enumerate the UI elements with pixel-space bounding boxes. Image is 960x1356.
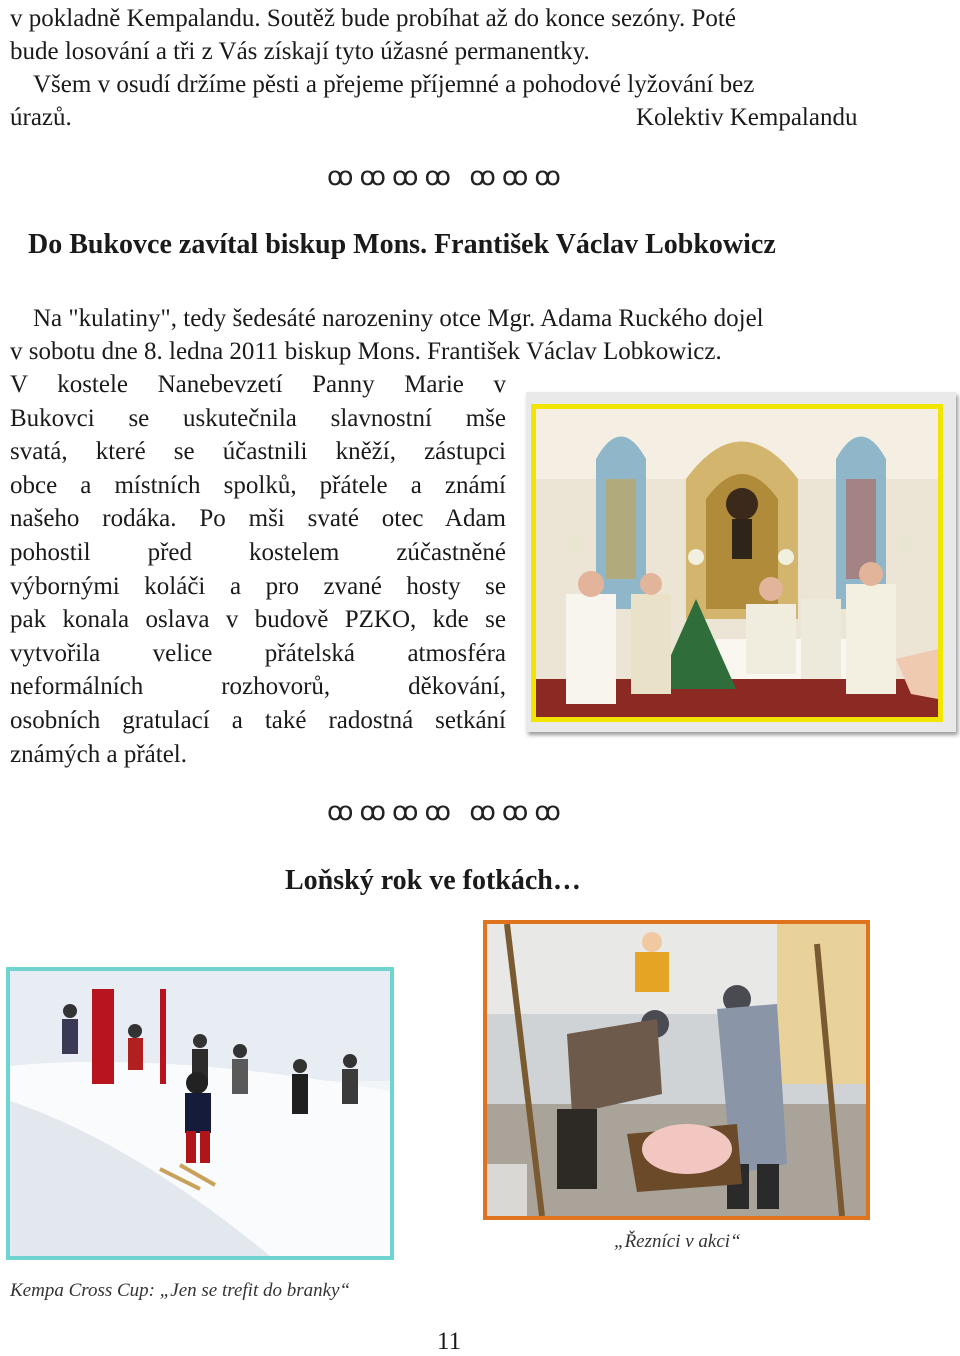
article-col-line: obce a místních spolků, přátele a známí <box>10 471 506 499</box>
article-col-line: našeho rodáka. Po mši svaté otec Adam <box>10 505 506 533</box>
article-para-line-2: v sobotu dne 8. ledna 2011 biskup Mons. František Václav Lobkowicz. <box>10 338 722 365</box>
ornament-divider-2: ꝏꝏꝏꝏ ꝏꝏꝏ <box>327 797 567 826</box>
caption-butchers: „Řezníci v akci“ <box>614 1231 741 1252</box>
intro-signature: Kolektiv Kempalandu <box>636 104 858 131</box>
article-col-line: osobních gratulací a také radostná setkání <box>10 707 506 734</box>
article-col-line: V kostele Nanebevzetí Panny Marie v <box>10 371 506 398</box>
butchers-photo <box>483 920 870 1220</box>
intro-line-3: Všem v osudí držíme pěsti a přejeme příjemné a pohodové lyžování bez <box>33 71 755 98</box>
article-col-line: Bukovci se uskutečnila slavnostní mše <box>10 404 506 432</box>
article-col-line: pak konala oslava v budově PZKO, kde se <box>10 606 506 634</box>
article-col-line: pohostil před kostelem zúčastněné <box>10 539 506 566</box>
ornament-divider-1: ꝏꝏꝏꝏ ꝏꝏꝏ <box>327 162 567 191</box>
article-col-line: výbornými koláči a pro zvané hosty se <box>10 572 506 600</box>
intro-line-4-left: úrazů. <box>10 104 72 131</box>
article-col-line: neformálních rozhovorů, děkování, <box>10 673 506 701</box>
article-col-line: známých a přátel. <box>10 740 187 768</box>
article-col-line: svatá, které se účastnili kněží, zástupci <box>10 438 506 466</box>
caption-ski: Kempa Cross Cup: „Jen se trefit do branky“ <box>10 1280 351 1301</box>
article-para-line-1: Na "kulatiny", tedy šedesáté narozeniny otce Mgr. Adama Ruckého dojel <box>33 305 764 332</box>
page-number: 11 <box>437 1328 462 1355</box>
church-photo <box>531 404 943 722</box>
article-title: Do Bukovce zavítal biskup Mons. František Václav Lobkowicz <box>28 229 776 260</box>
ski-photo <box>6 967 394 1260</box>
section-title: Loňský rok ve fotkách… <box>285 865 581 896</box>
article-col-line: vytvořila velice přátelská atmosféra <box>10 639 506 667</box>
intro-line-1: v pokladně Kempalandu. Soutěž bude probíhat až do konce sezóny. Poté <box>10 5 736 32</box>
intro-line-2: bude losování a tři z Vás získají tyto úžasné permanentky. <box>10 38 590 65</box>
